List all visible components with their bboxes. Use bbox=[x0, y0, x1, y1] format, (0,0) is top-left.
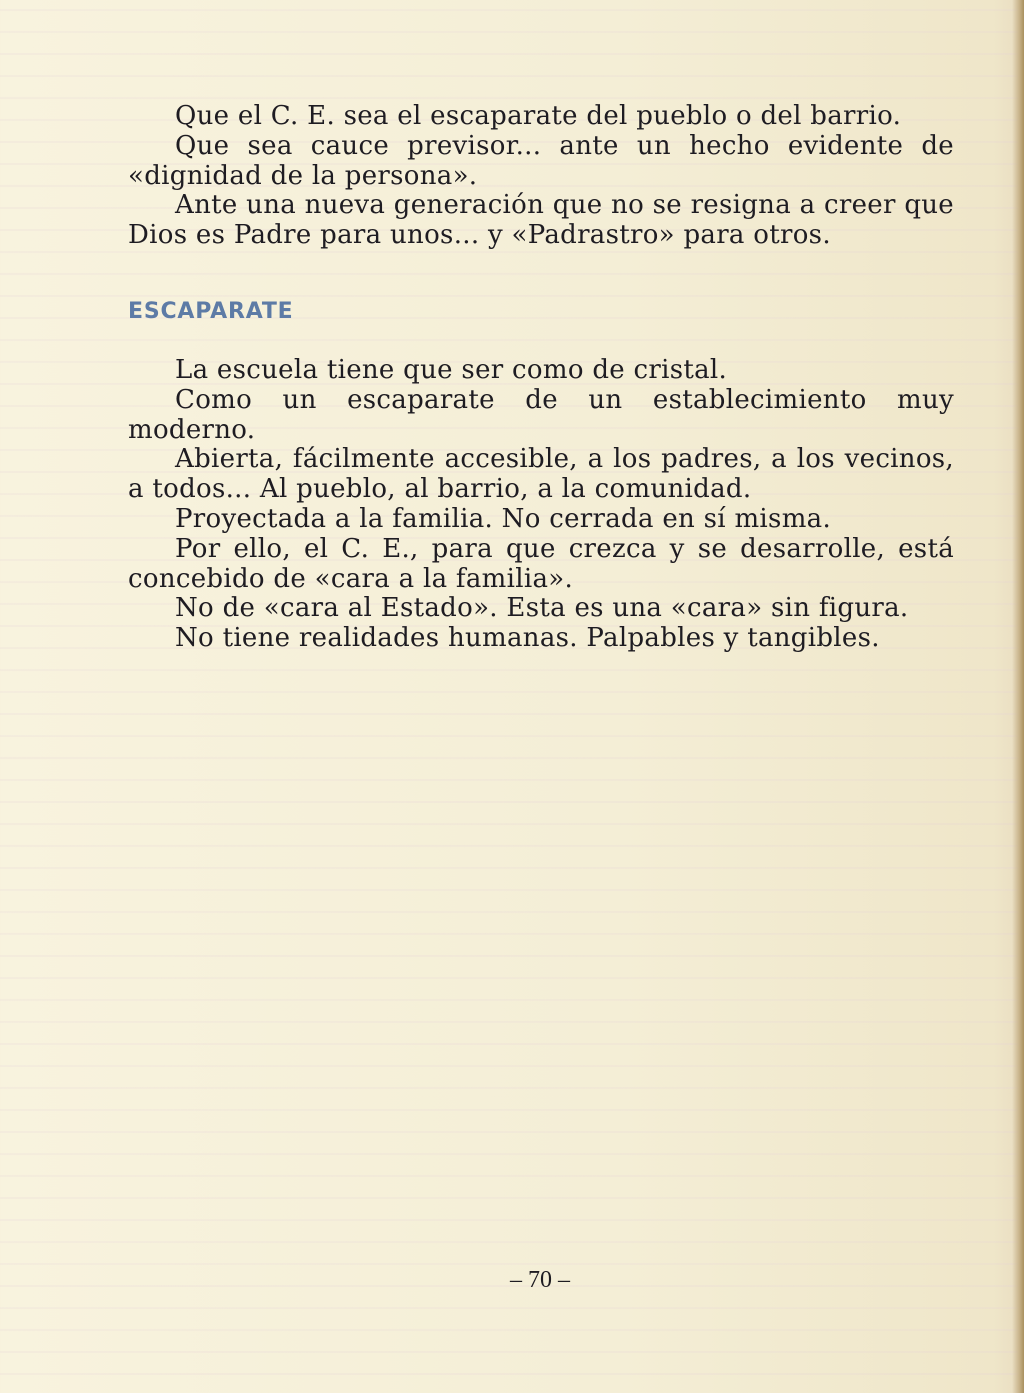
intro-paragraph: Ante una nueva generación que no se resigna a creer que Dios es Padre para unos... y «Padrastro» para otros. bbox=[128, 190, 954, 251]
section-heading: ESCAPARATE bbox=[128, 299, 294, 324]
page-number: – 70 – bbox=[510, 1267, 570, 1293]
section-paragraph: Como un escaparate de un establecimiento muy moderno. bbox=[128, 384, 954, 445]
section-paragraph: Abierta, fácilmente accesible, a los padres, a los vecinos, a todos... Al pueblo, al barrio, a la comunidad. bbox=[128, 444, 954, 505]
intro-paragraph: Que el C. E. sea el escaparate del pueblo o del barrio. bbox=[175, 101, 902, 131]
section-paragraph: Proyectada a la familia. No cerrada en sí misma. bbox=[175, 503, 832, 534]
section-paragraph: No tiene realidades humanas. Palpables y tangibles. bbox=[175, 623, 880, 654]
page-edge bbox=[1012, 0, 1024, 1393]
intro-text-block bbox=[128, 102, 954, 251]
section-paragraph: Por ello, el C. E., para que crezca y se desarrolle, está concebido de «cara a la familia». bbox=[128, 533, 954, 594]
section-paragraph: La escuela tiene que ser como de cristal. bbox=[175, 355, 728, 385]
intro-paragraph: Que sea cauce previsor... ante un hecho evidente de «dignidad de la persona». bbox=[128, 130, 954, 191]
section-paragraph: No de «cara al Estado». Esta es una «cara» sin figura. bbox=[175, 593, 909, 624]
section-text-block bbox=[128, 356, 954, 654]
